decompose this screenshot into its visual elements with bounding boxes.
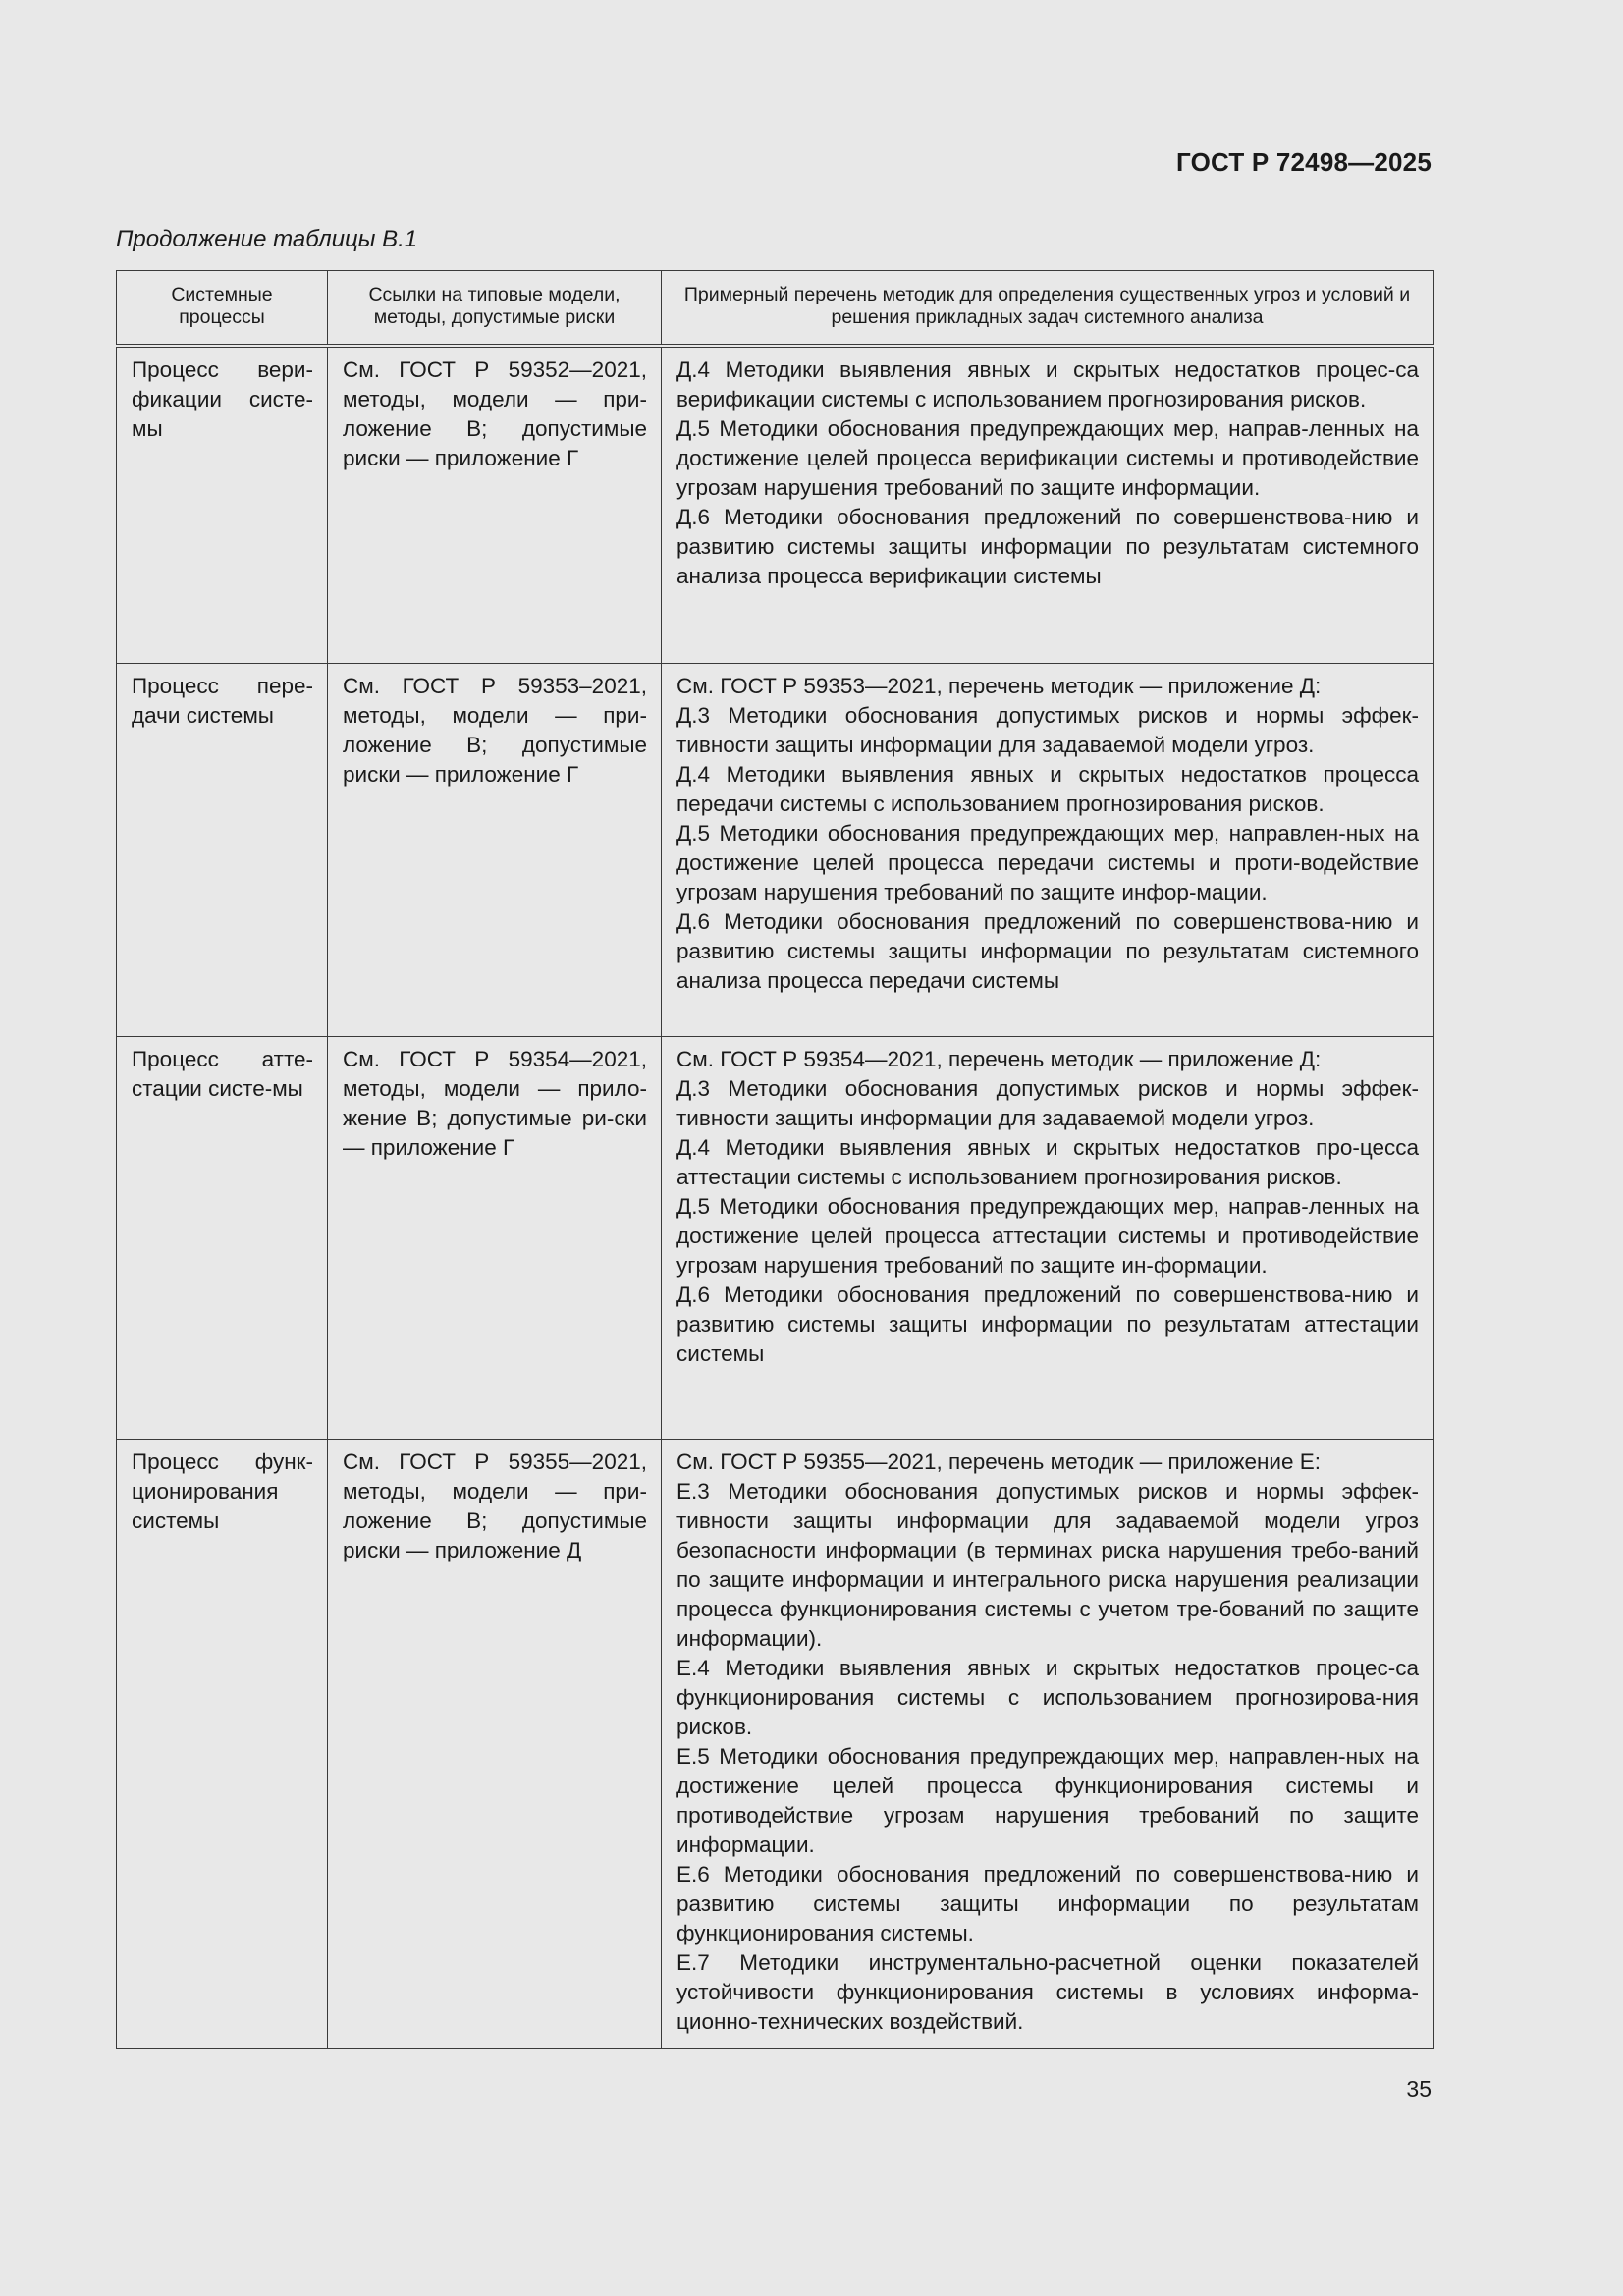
method-item: См. ГОСТ Р 59355—2021, перечень методик — приложение Е: [676, 1449, 1321, 1474]
table-row [117, 1439, 1434, 2048]
references-cell: См. ГОСТ Р 59352—2021, методы, модели — при-ложение В; допустимые риски — приложение Г [328, 346, 662, 663]
method-item: Д.4 Методики выявления явных и скрытых недостатков процес-са верификации системы с использованием прогнозирования рисков. [676, 357, 1419, 411]
column-header-methods: Примерный перечень методик для определения существенных угроз и условий и решения прикладных задач системного анализа [662, 271, 1434, 347]
methods-cell [662, 663, 1434, 1036]
column-header-processes: Системные процессы [117, 271, 328, 347]
table-caption: Продолжение таблицы В.1 [116, 226, 418, 252]
method-item: Е.5 Методики обоснования предупреждающих мер, направлен-ных на достижение целей процесса функционирования системы и противодействие угрозам нарушения требований по защите информации. [676, 1743, 1419, 1857]
methods-cell [662, 346, 1434, 663]
method-item: Е.4 Методики выявления явных и скрытых недостатков процес-са функционирования системы с использованием прогнозирова-ния рисков. [676, 1655, 1419, 1739]
method-item: Д.4 Методики выявления явных и скрытых недостатков про-цесса аттестации системы с использованием прогнозирования рисков. [676, 1134, 1419, 1189]
process-cell: Процесс атте-стации систе-мы [117, 1036, 328, 1439]
method-item: Д.6 Методики обоснования предложений по совершенствова-нию и развитию системы защиты информации по результатам аттестации системы [676, 1282, 1419, 1366]
table-row [117, 663, 1434, 1036]
method-item: Д.6 Методики обоснования предложений по совершенствова-нию и развитию системы защиты информации по результатам системного анализа процесса верификации системы [676, 505, 1419, 588]
document-code: ГОСТ Р 72498—2025 [1176, 147, 1432, 177]
methods-table [116, 270, 1434, 2049]
method-item: Д.3 Методики обоснования допустимых рисков и нормы эффек-тивности защиты информации для задаваемой модели угроз. [676, 702, 1419, 757]
method-item: Д.5 Методики обоснования предупреждающих мер, направ-ленных на достижение целей процесса аттестации системы и противодействие угрозам нарушения требований по защите ин-формации. [676, 1193, 1419, 1278]
column-header-references: Ссылки на типовые модели, методы, допустимые риски [328, 271, 662, 347]
method-item: Д.4 Методики выявления явных и скрытых недостатков процесса передачи системы с использованием прогнозирования рисков. [676, 761, 1419, 816]
references-cell: См. ГОСТ Р 59353–2021, методы, модели — при-ложение В; допустимые риски — приложение Г [328, 663, 662, 1036]
table-header-row [117, 271, 1434, 347]
table-row [117, 1036, 1434, 1439]
references-cell: См. ГОСТ Р 59354—2021, методы, модели — прило-жение В; допустимые ри-ски — приложение Г [328, 1036, 662, 1439]
methods-cell [662, 1036, 1434, 1439]
method-item: Д.3 Методики обоснования допустимых рисков и нормы эффек-тивности защиты информации для задаваемой модели угроз. [676, 1075, 1419, 1130]
method-item: Д.5 Методики обоснования предупреждающих мер, направлен-ных на достижение целей процесса передачи системы и проти-водействие угрозам нарушения требований по защите инфор-мации. [676, 820, 1419, 904]
page-number: 35 [1406, 2076, 1432, 2102]
process-cell: Процесс функ-ционирования системы [117, 1439, 328, 2048]
methods-cell [662, 1439, 1434, 2048]
method-item: Е.3 Методики обоснования допустимых рисков и нормы эффек-тивности защиты информации для задаваемой модели угроз безопасности информации (в терминах риска нарушения требо-ваний по защите информации и интегрального риска нарушения реализации процесса функционирования системы с учетом тре-бований по защите информации). [676, 1478, 1419, 1651]
table-row [117, 346, 1434, 663]
method-item: См. ГОСТ Р 59354—2021, перечень методик — приложение Д: [676, 1046, 1322, 1071]
process-cell: Процесс пере-дачи системы [117, 663, 328, 1036]
method-item: Е.7 Методики инструментально-расчетной оценки показателей устойчивости функционирования системы в условиях информа-ционно-технических воздействий. [676, 1949, 1419, 2034]
method-item: См. ГОСТ Р 59353—2021, перечень методик — приложение Д: [676, 673, 1322, 698]
process-cell: Процесс вери-фикации систе-мы [117, 346, 328, 663]
method-item: Д.5 Методики обоснования предупреждающих мер, направ-ленных на достижение целей процесса верификации системы и противодействие угрозам нарушения требований по защите информации. [676, 416, 1419, 500]
references-cell: См. ГОСТ Р 59355—2021, методы, модели — при-ложение В; допустимые риски — приложение Д [328, 1439, 662, 2048]
method-item: Д.6 Методики обоснования предложений по совершенствова-нию и развитию системы защиты информации по результатам системного анализа процесса передачи системы [676, 908, 1419, 993]
method-item: Е.6 Методики обоснования предложений по совершенствова-нию и развитию системы защиты информации по результатам функционирования системы. [676, 1861, 1419, 1945]
